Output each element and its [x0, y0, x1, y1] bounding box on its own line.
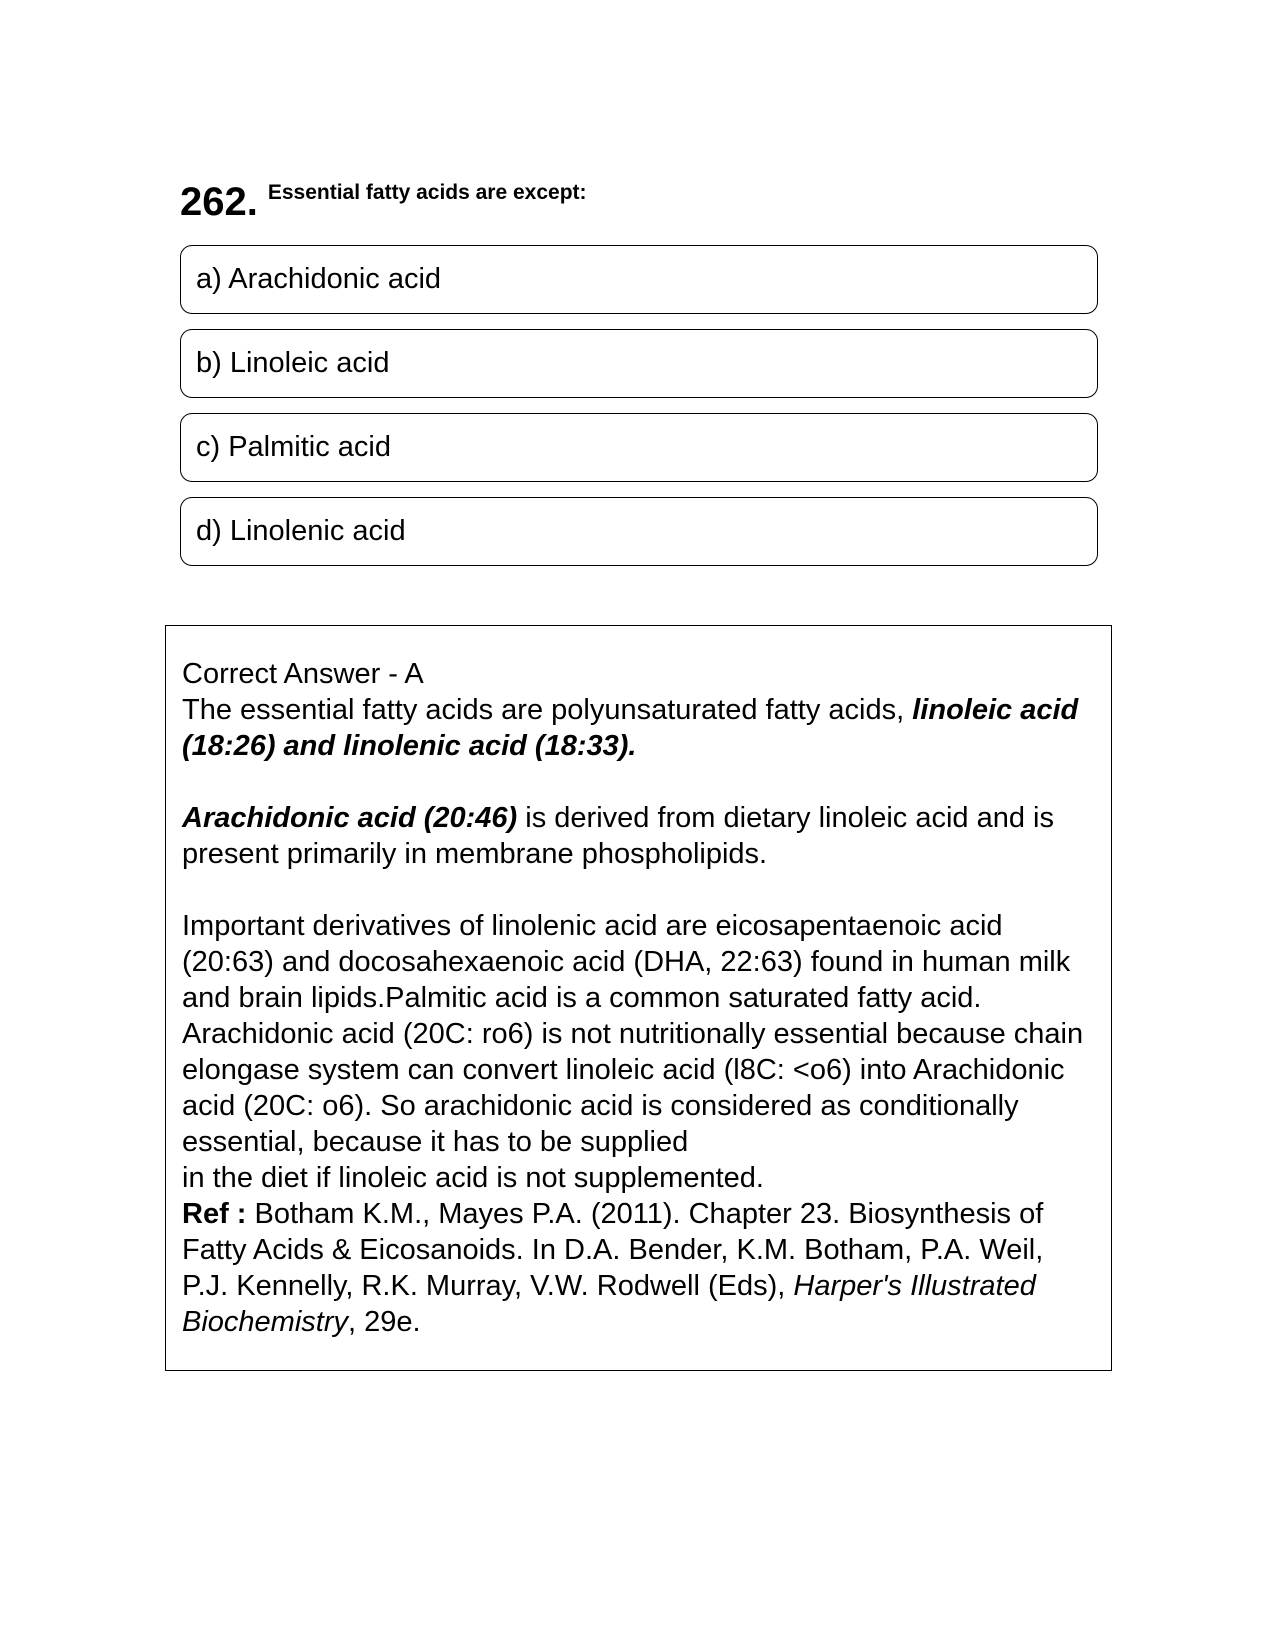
explanation-paragraph-3-end: in the diet if linoleic acid is not supplemented. [182, 1162, 764, 1194]
ref-label: Ref : [182, 1198, 247, 1230]
option-b[interactable]: b) Linoleic acid [180, 329, 1098, 398]
option-c[interactable]: c) Palmitic acid [180, 413, 1098, 482]
explanation-paragraph-1 [182, 692, 1095, 764]
p1-text: The essential fatty acids are polyunsaturated fatty acids, [182, 694, 913, 726]
p2-emphasis: Arachidonic acid (20:46) [182, 802, 518, 834]
question-text: Essential fatty acids are except: [267, 181, 587, 204]
correct-answer-line: Correct Answer - A [182, 658, 424, 690]
ref-end: , 29e. [348, 1306, 421, 1338]
p2-text: is derived from dietary linoleic acid and is present primarily in membrane phospholipids. [182, 802, 1054, 870]
reference [182, 1196, 1095, 1340]
question-header [180, 178, 587, 226]
explanation-paragraph-3: Important derivatives of linolenic acid are eicosapentaenoic acid (20:63) and docosahexaenoic acid (DHA, 22:63) found in human milk and brain lipids.Palmitic acid is a common saturated fatty acid. Arachidonic acid (20C: ro6) is not nutritionally essential because chain elongase system can convert linoleic acid (l8C: <o6) into Arachidonic acid (20C: o6). So arachidonic acid is considered as conditionally essential, because it has to be supplied [182, 910, 1084, 1158]
ref-book-title: Harper's Illustrated Biochemistry [182, 1270, 1036, 1338]
option-a[interactable]: a) Arachidonic acid [180, 245, 1098, 314]
option-d[interactable]: d) Linolenic acid [180, 497, 1098, 566]
explanation-paragraph-2 [182, 800, 1095, 872]
p1-emphasis: linoleic acid (18:26) and linolenic acid (18:33). [182, 694, 1079, 762]
question-number: 262. [180, 180, 258, 224]
ref-text: Botham K.M., Mayes P.A. (2011). Chapter 23. Biosynthesis of Fatty Acids & Eicosanoids. In D.A. Bender, K.M. Botham, P.A. Weil, P.J. Kennelly, R.K. Murray, V.W. Rodwell (Eds), [182, 1198, 1044, 1302]
answer-explanation-box [165, 625, 1112, 1371]
options-list [180, 245, 1098, 581]
